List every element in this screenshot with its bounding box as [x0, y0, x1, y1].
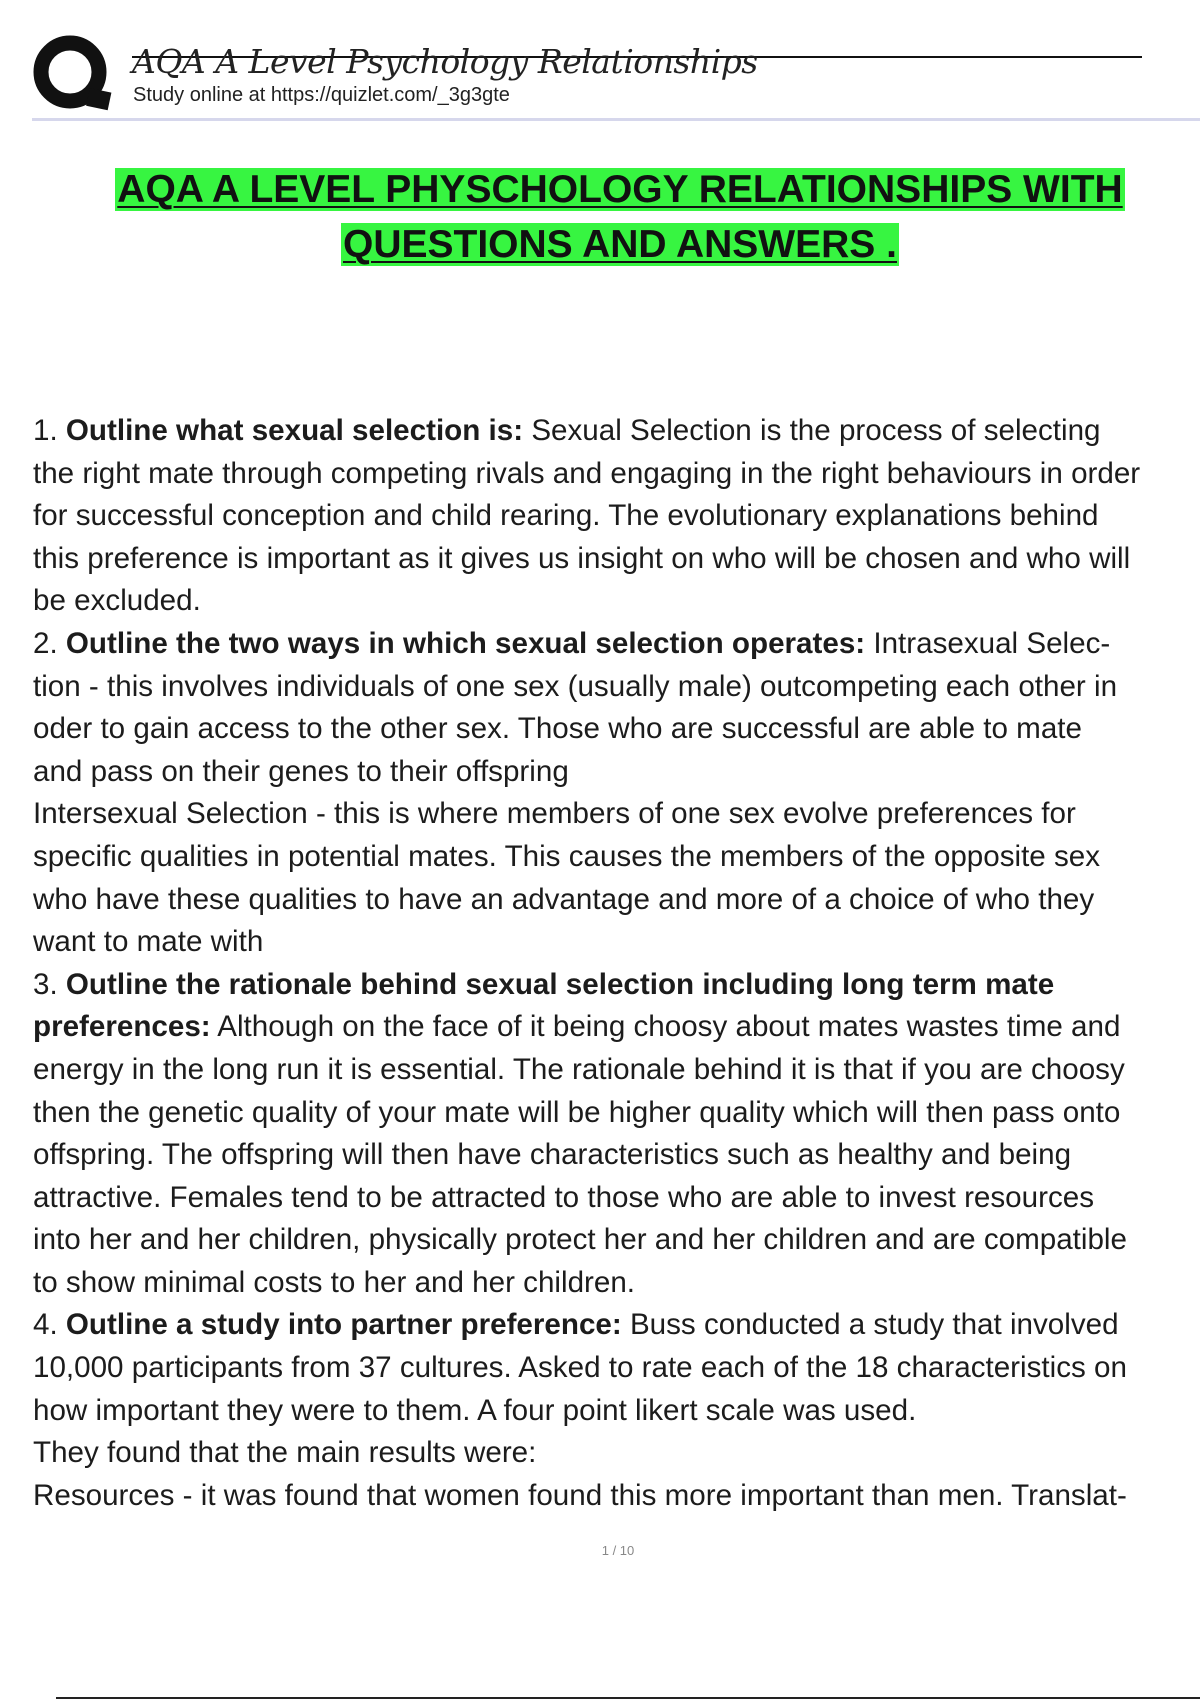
answer-text: to show minimal costs to her and her children. [33, 1265, 636, 1299]
page-number: 1 / 10 [601, 1543, 635, 1558]
text-line [33, 623, 1200, 666]
header-divider [32, 118, 1200, 121]
text-line [33, 666, 1200, 709]
text-line [33, 751, 1200, 794]
text-line [33, 964, 1200, 1007]
question-text: Outline a study into partner preference: [65, 1308, 622, 1342]
document-title-line1: AQA A LEVEL PHYSCHOLOGY RELATIONSHIPS WITH [117, 168, 1123, 211]
item-number: 3. [33, 967, 66, 1001]
text-line [33, 1177, 1200, 1220]
text-line [33, 921, 1200, 964]
question-text: Outline the rationale behind sexual selection including long term mate [65, 967, 1055, 1001]
question-text: Outline the two ways in which sexual selection operates: [65, 626, 866, 660]
answer-text: offspring. The offspring will then have characteristics such as healthy and being [33, 1138, 1072, 1172]
answer-text: into her and her children, physically protect her and her children and are compatible [33, 1223, 1127, 1257]
text-line [33, 1219, 1200, 1262]
answer-text: Intersexual Selection - this is where members of one sex evolve preferences for [33, 797, 1076, 831]
answer-text: specific qualities in potential mates. This causes the members of the opposite sex [33, 839, 1101, 873]
question-text: preferences: [33, 1010, 211, 1044]
quizlet-logo-icon [32, 34, 112, 114]
page-header [32, 34, 1200, 122]
answer-text: Although on the face of it being choosy about mates wastes time and [210, 1010, 1121, 1044]
answer-text: attractive. Females tend to be attracted to those who are able to invest resources [33, 1180, 1095, 1214]
answer-text: oder to gain access to the other sex. Those who are successful are able to mate [33, 712, 1082, 746]
text-line [33, 1049, 1200, 1092]
answer-text: energy in the long run it is essential. The rationale behind it is that if you are choosy [33, 1052, 1125, 1086]
text-line [33, 1134, 1200, 1177]
text-line [33, 495, 1200, 538]
answer-text: who have these qualities to have an advantage and more of a choice of who they [33, 882, 1095, 916]
text-line [33, 1390, 1200, 1433]
text-line [33, 1304, 1200, 1347]
answer-text: They found that the main results were: [33, 1436, 537, 1470]
item-number: 1. [33, 414, 66, 447]
text-line [33, 410, 1200, 453]
text-line [33, 538, 1200, 581]
answer-text: for successful conception and child rearing. The evolutionary explanations behind [33, 499, 1099, 533]
text-line [33, 1092, 1200, 1135]
answer-text: the right mate through competing rivals and engaging in the right behaviours in order [33, 456, 1141, 490]
item-number: 2. [33, 626, 66, 660]
answer-text: how important they were to them. A four point likert scale was used. [33, 1393, 917, 1427]
text-line [33, 708, 1200, 751]
answer-text: and pass on their genes to their offspring [33, 754, 569, 788]
text-line [33, 1432, 1200, 1475]
qa-body [33, 410, 1200, 1517]
answer-text: 10,000 participants from 37 cultures. Asked to rate each of the 18 characteristics on [33, 1351, 1127, 1385]
text-line [33, 453, 1200, 496]
answer-text: Intrasexual Selec- [865, 626, 1111, 660]
text-line [33, 879, 1200, 922]
answer-text: Sexual Selection is the process of selecting [523, 414, 1101, 447]
footer-rule [56, 1697, 1200, 1699]
item-number: 4. [33, 1308, 66, 1342]
text-line [33, 580, 1200, 623]
document-title-line2: QUESTIONS AND ANSWERS . [343, 223, 897, 266]
header-title: AQA A Level Psychology Relationships [132, 42, 758, 81]
answer-text: Buss conducted a study that involved [621, 1308, 1119, 1342]
answer-text: then the genetic quality of your mate will be higher quality which will then pass onto [33, 1095, 1121, 1129]
text-line [33, 793, 1200, 836]
text-line [33, 1475, 1200, 1518]
text-line [33, 1262, 1200, 1305]
text-line [33, 1006, 1200, 1049]
answer-text: want to mate with [33, 925, 264, 959]
answer-text: be excluded. [33, 584, 201, 618]
answer-text: this preference is important as it gives us insight on who will be chosen and who will [33, 541, 1131, 575]
answer-text: Resources - it was found that women found this more important than men. Translat- [33, 1478, 1127, 1512]
question-text: Outline what sexual selection is: [65, 414, 524, 447]
text-line [33, 836, 1200, 879]
header-subtitle: Study online at https://quizlet.com/_3g3gte [133, 84, 510, 106]
text-line [33, 1347, 1200, 1390]
answer-text: tion - this involves individuals of one sex (usually male) outcompeting each other in [33, 669, 1118, 703]
document-title [60, 162, 1180, 272]
